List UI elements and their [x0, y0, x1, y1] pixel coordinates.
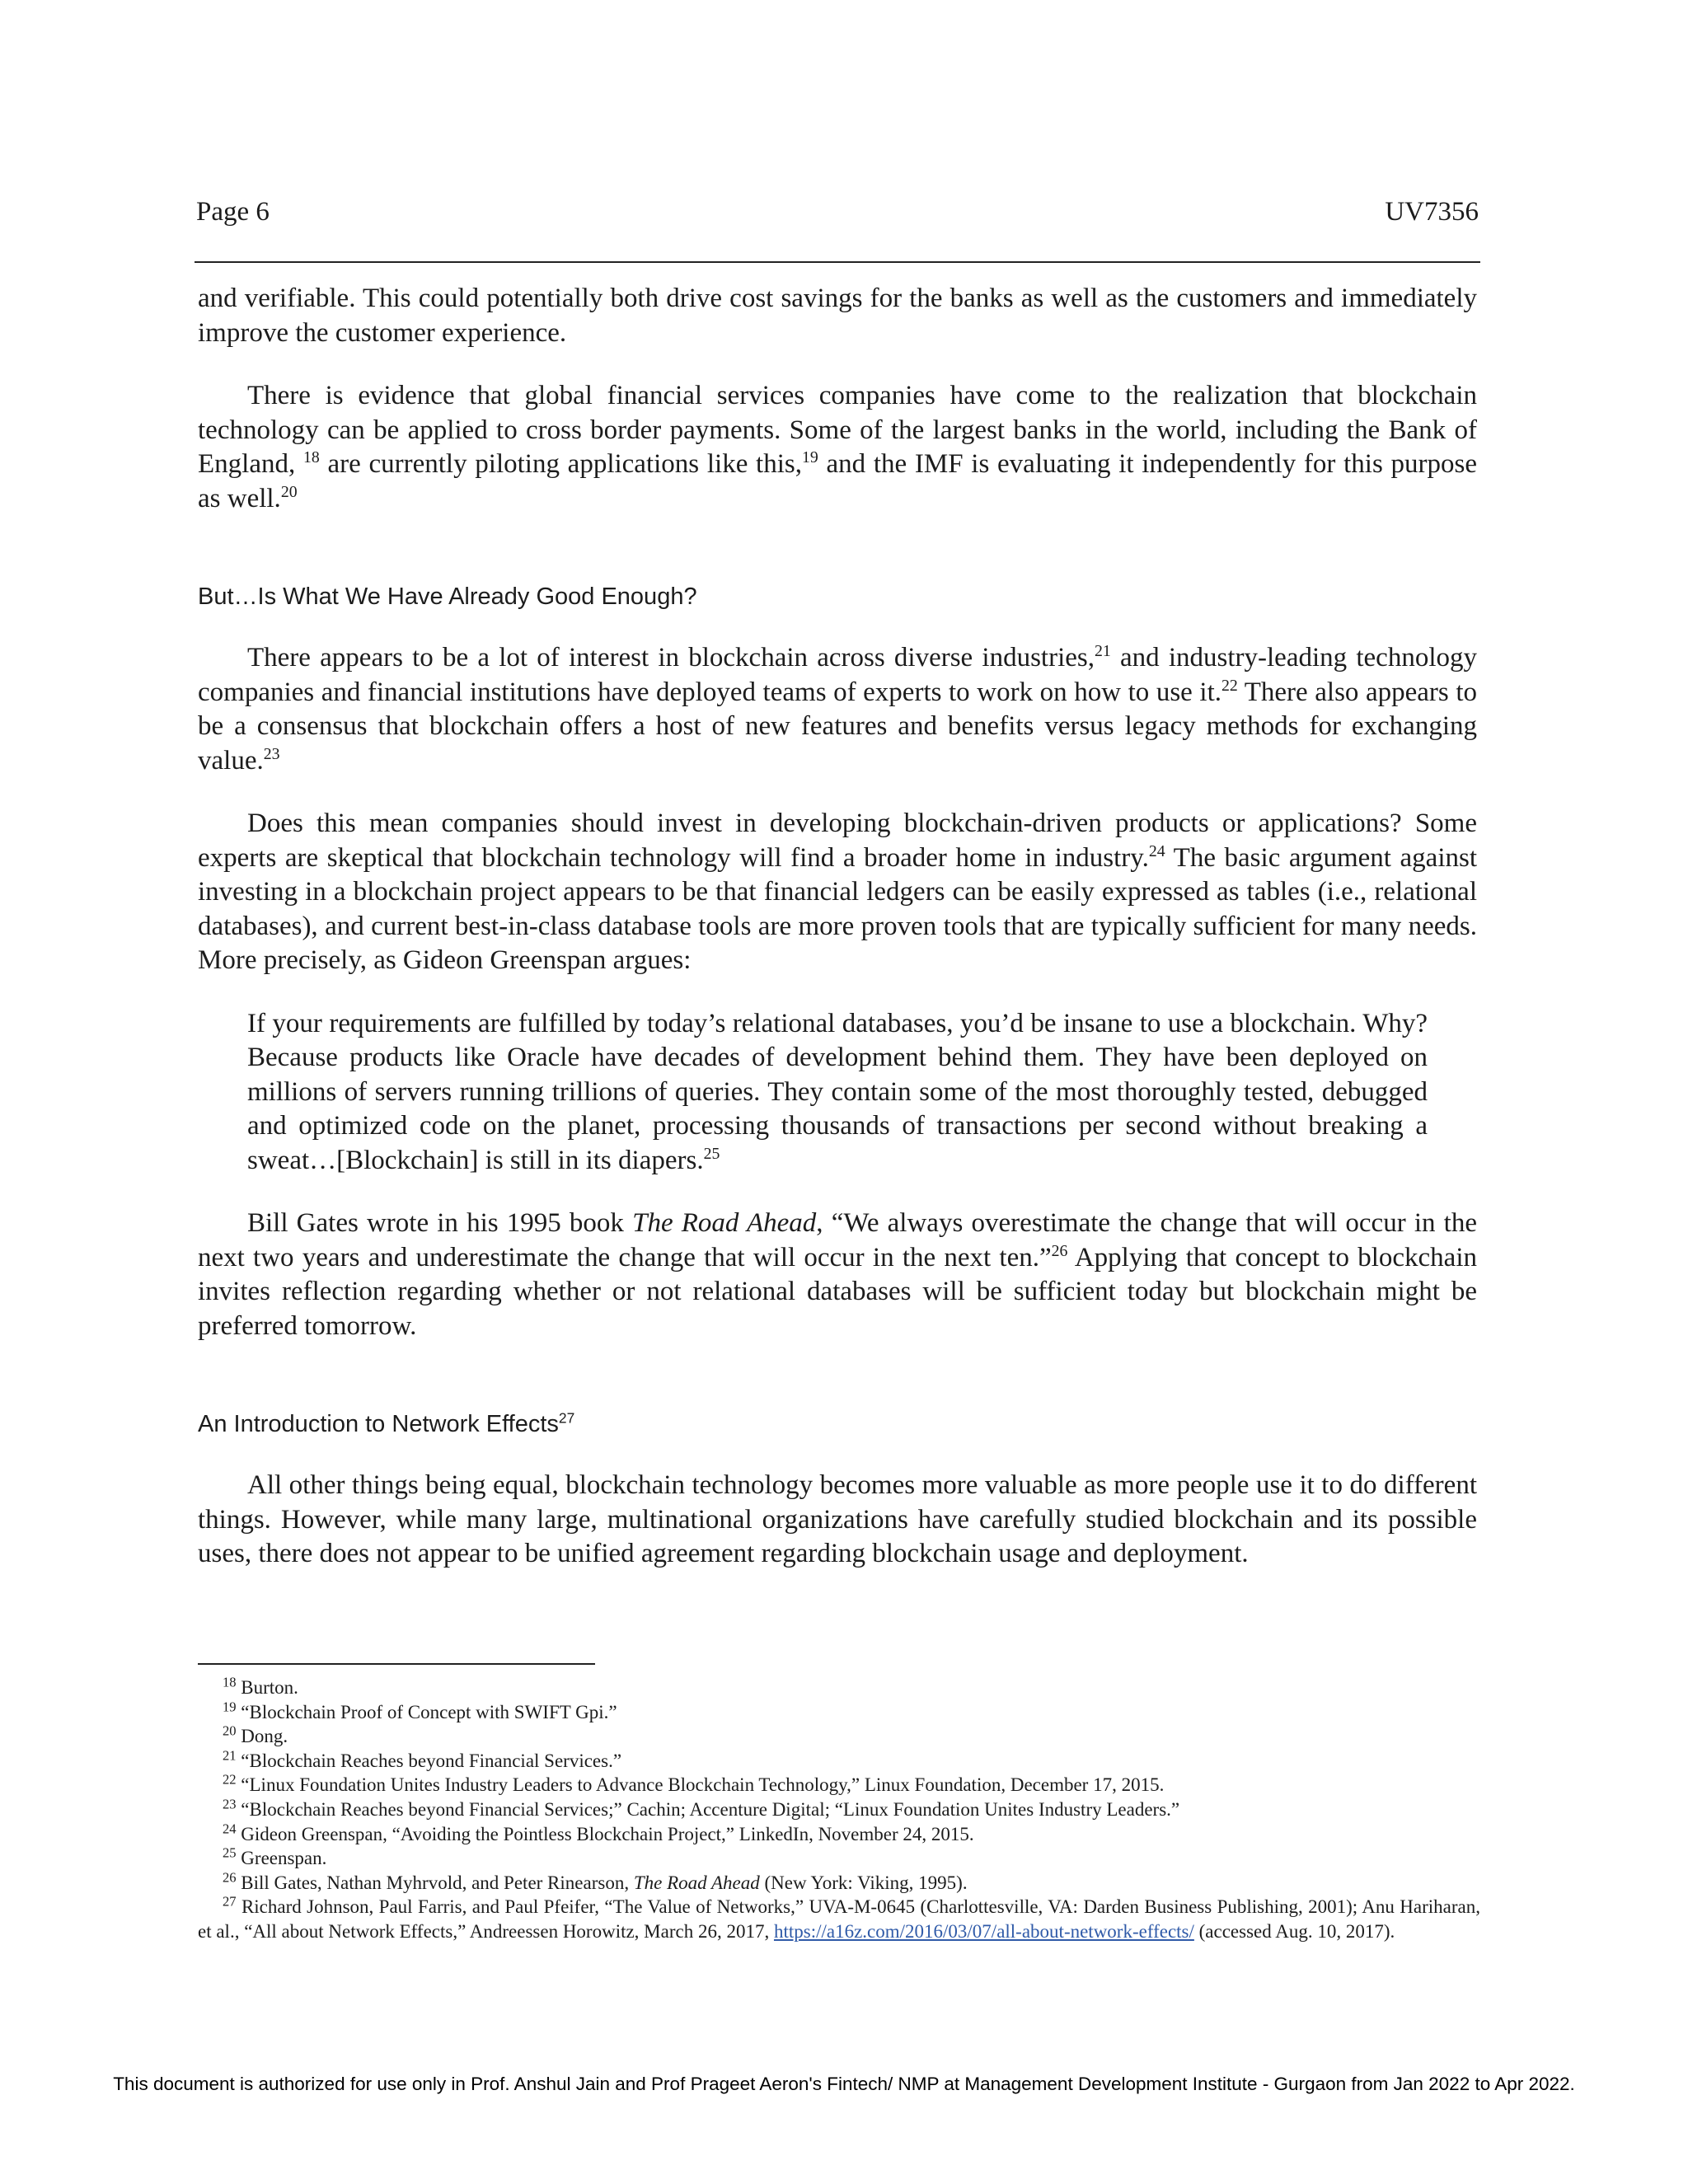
footnote-ref-26[interactable]: 26 — [1051, 1241, 1068, 1260]
footnote-20: $^{20}$ Dong. — [223, 1722, 288, 1747]
footnote-24: $^{24}$ Gideon Greenspan, “Avoiding the Pointless Blockchain Project,” LinkedIn, November 24, 2015. — [223, 1820, 974, 1844]
main-body — [198, 282, 1477, 1601]
section-heading-good-enough: But…Is What We Have Already Good Enough? — [198, 583, 697, 610]
footnote-book-title: The Road Ahead — [633, 1872, 760, 1893]
section-heading-network-effects: An Introduction to Network Effects$^{27}$ — [198, 1409, 575, 1437]
footnotes — [198, 1675, 1480, 1944]
paragraph-bill-gates: Bill Gates wrote in his 1995 book The Road Ahead, “We always overestimate the change that will occur in the next two years and underestimate the change that will occur in the next ten.”$^{26}$ Applying that concept to blockchain invites reflection regarding whether or not relational databases will be sufficient today but blockchain might be preferred tomorrow. — [198, 1208, 1477, 1341]
footnote-ref-24[interactable]: 24 — [1148, 841, 1165, 860]
footnote-22: $^{22}$ “Linux Foundation Unites Industry Leaders to Advance Blockchain Technology,” Linux Foundation, December 17, 2015. — [223, 1771, 1165, 1796]
footnote-19: $^{19}$ “Blockchain Proof of Concept with SWIFT Gpi.” — [223, 1698, 617, 1722]
authorization-notice: This document is authorized for use only in Prof. Anshul Jain and Prof Prageet Aeron's Fintech/ NMP at Management Development Institute - Gurgaon from Jan 2022 to Apr 2022. — [113, 2074, 1575, 2094]
a16z-link[interactable]: https://a16z.com/2016/03/07/all-about-network-effects/ — [773, 1920, 1194, 1942]
footnote-27: $^{27}$ Richard Johnson, Paul Farris, and Paul Pfeifer, “The Value of Networks,” UVA-M-0645 (Charlottesville, VA: Darden Business Publishing, 2001); Anu Hariharan, et al., “All about Network Effects,” Andreessen Horowitz, March 26, 2017, https://a16z.com/2016/03/07/all-about-network-effects/ (accessed Aug. 10, 2017). — [198, 1893, 1480, 1942]
document-code: UV7356 — [1385, 197, 1479, 227]
footnote-ref-22[interactable]: 22 — [1221, 676, 1238, 695]
footnote-ref-21[interactable]: 21 — [1095, 642, 1111, 660]
footnote-18: $^{18}$ Burton. — [223, 1674, 298, 1698]
footnote-rule — [198, 1663, 595, 1665]
book-title: The Road Ahead — [632, 1208, 817, 1238]
page-header — [196, 194, 1479, 229]
footnote-ref-27[interactable]: 27 — [558, 1409, 575, 1427]
footnote-23: $^{23}$ “Blockchain Reaches beyond Financial Services;” Cachin; Accenture Digital; “Linux Foundation Unites Industry Leaders.” — [223, 1796, 1180, 1820]
footnote-25: $^{25}$ Greenspan. — [223, 1844, 327, 1869]
footnote-ref-19[interactable]: 19 — [802, 448, 818, 466]
footnote-ref-25[interactable]: 25 — [703, 1144, 720, 1163]
header-rule — [195, 261, 1480, 263]
paragraph-interest: There appears to be a lot of interest in blockchain across diverse industries,$^{21}$ and industry-leading technology companies and financial institutions have deployed teams of experts to work on how to use it.$^{22}$ There also appears to be a consensus that blockchain offers a host of new features and benefits versus legacy methods for exchanging value.$^{23}$ — [198, 642, 1477, 776]
paragraph-continuation: and verifiable. This could potentially both drive cost savings for the banks as well as the customers and immediately improve the customer experience. — [198, 284, 1477, 348]
footnote-ref-18[interactable]: 18 — [302, 448, 320, 466]
footnote-26: $^{26}$ Bill Gates, Nathan Myhrvold, and Peter Rinearson, The Road Ahead (New York: Viking, 1995). — [223, 1869, 968, 1893]
paragraph-cross-border: There is evidence that global financial services companies have come to the realization that blockchain technology can be applied to cross border payments. Some of the largest banks in the world, including the Bank of England, $^{18}$ are currently piloting applications like this,$^{19}$ and the IMF is evaluating it independently for this purpose as well.$^{20}$ — [198, 381, 1478, 513]
paragraph-skeptics: Does this mean companies should invest in developing blockchain-driven products or applications? Some experts are skeptical that blockchain technology will find a broader home in industry.$^{24}$ The basic argument against investing in a blockchain project appears to be that financial ledgers can be easily expressed as tables (i.e., relational databases), and current best-in-class database tools are more proven tools that are typically sufficient for many needs. More precisely, as Gideon Greenspan argues: — [198, 808, 1477, 975]
page-number: Page 6 — [196, 197, 270, 227]
footnote-ref-20[interactable]: 20 — [280, 482, 298, 501]
footnote-21: $^{21}$ “Blockchain Reaches beyond Financial Services.” — [223, 1747, 622, 1771]
paragraph-network-effects: All other things being equal, blockchain technology becomes more valuable as more people use it to do different things. However, while many large, multinational organizations have carefully studied blockchain and its possible uses, there does not appear to be unified agreement regarding blockchain usage and deployment. — [198, 1470, 1477, 1568]
greenspan-quote: If your requirements are fulfilled by today’s relational databases, you’d be insane to use a blockchain. Why? Because products like Oracle have decades of development behind them. They have been deployed on millions of servers running trillions of queries. They contain some of the most thoroughly tested, debugged and optimized code on the planet, processing thousands of transactions per second without breaking a sweat…[Blockchain] is still in its diapers.$^{25}$ — [247, 1008, 1428, 1175]
footnote-ref-23[interactable]: 23 — [263, 744, 280, 763]
